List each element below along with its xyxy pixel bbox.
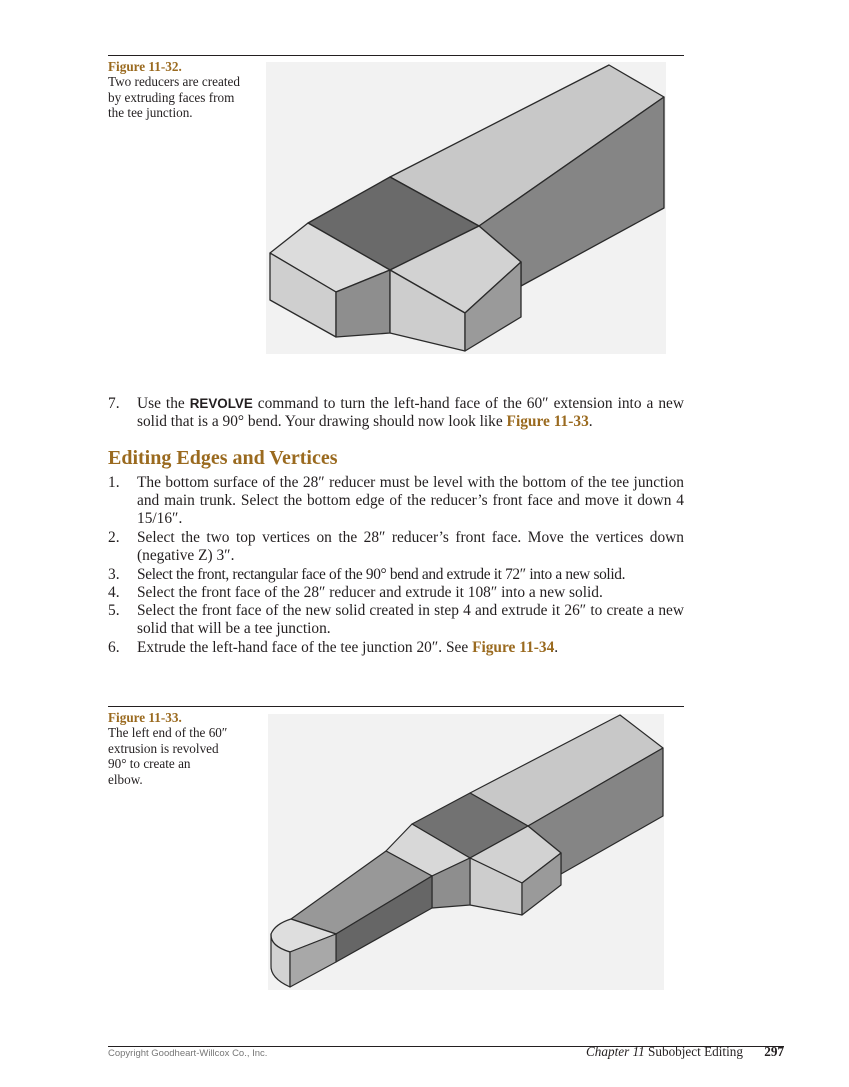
figure-32-caption-text: Two reducers are created by extruding faces from the tee junction. bbox=[108, 74, 240, 121]
step-text: Select the two top vertices on the 28″ reducer’s front face. Move the vertices down (negative Z) 3″. bbox=[137, 529, 684, 565]
figure-11-34-link[interactable]: Figure 11-34 bbox=[472, 639, 555, 656]
step-number: 5. bbox=[108, 602, 120, 619]
revolve-command: REVOLVE bbox=[189, 396, 253, 411]
step-7 bbox=[108, 395, 684, 431]
section-step-6 bbox=[108, 639, 684, 657]
section-step-2 bbox=[108, 529, 684, 565]
figure-32-top-rule bbox=[108, 55, 684, 56]
figure-33-caption-text: The left end of the 60″ extrusion is revolved 90° to create an elbow. bbox=[108, 725, 228, 787]
section-step-5 bbox=[108, 602, 684, 638]
figure-32-illustration bbox=[266, 62, 666, 354]
footer-chapter-info bbox=[586, 1044, 784, 1060]
step-6-text-after: . bbox=[554, 639, 559, 656]
footer-copyright: Copyright Goodheart-Willcox Co., Inc. bbox=[108, 1048, 268, 1059]
step-7-text-before: Use the bbox=[137, 395, 185, 412]
step-6-text-before: Extrude the left-hand face of the tee junction 20″. See bbox=[137, 639, 469, 656]
footer-chapter: Chapter 11 bbox=[586, 1044, 645, 1059]
footer-page-number: 297 bbox=[764, 1044, 784, 1059]
step-7-text-middle: command to turn the left-hand face of the 60″ extension into a new solid that is a 90° bend. Your drawing should now look like bbox=[137, 395, 684, 431]
footer-chapter-title: Subobject Editing bbox=[648, 1044, 743, 1059]
figure-32-caption bbox=[108, 59, 244, 121]
step-7-text-after: . bbox=[588, 413, 593, 431]
section-step-4 bbox=[108, 584, 684, 602]
step-number: 7. bbox=[108, 395, 120, 412]
step-number: 1. bbox=[108, 474, 120, 491]
step-text: Select the front, rectangular face of the 90° bend and extrude it 72″ into a new solid. bbox=[137, 566, 626, 583]
step-text: Select the front face of the new solid created in step 4 and extrude it 26″ to create a new solid that will be a tee junction. bbox=[137, 602, 684, 638]
step-text: The bottom surface of the 28″ reducer must be level with the bottom of the tee junction and main trunk. Select the bottom edge of the reducer’s front face and move it down 4 15/16″. bbox=[137, 474, 684, 528]
step-text bbox=[137, 395, 684, 431]
step-number: 4. bbox=[108, 584, 120, 601]
step-text: Select the front face of the 28″ reducer and extrude it 108″ into a new solid. bbox=[137, 584, 603, 601]
step-number: 3. bbox=[108, 566, 120, 583]
step-number: 6. bbox=[108, 639, 120, 656]
section-step-1 bbox=[108, 474, 684, 529]
section-step-3 bbox=[108, 566, 684, 584]
figure-32-label: Figure 11-32. bbox=[108, 59, 182, 74]
figure-33-top-rule bbox=[108, 706, 684, 707]
figure-33-illustration bbox=[268, 714, 664, 990]
figure-33-label: Figure 11-33. bbox=[108, 710, 182, 725]
section-heading: Editing Edges and Vertices bbox=[108, 447, 338, 469]
figure-33-caption bbox=[108, 710, 228, 787]
step-number: 2. bbox=[108, 529, 120, 546]
step-text bbox=[137, 639, 684, 657]
figure-11-33-link[interactable]: Figure 11-33 bbox=[506, 413, 589, 431]
